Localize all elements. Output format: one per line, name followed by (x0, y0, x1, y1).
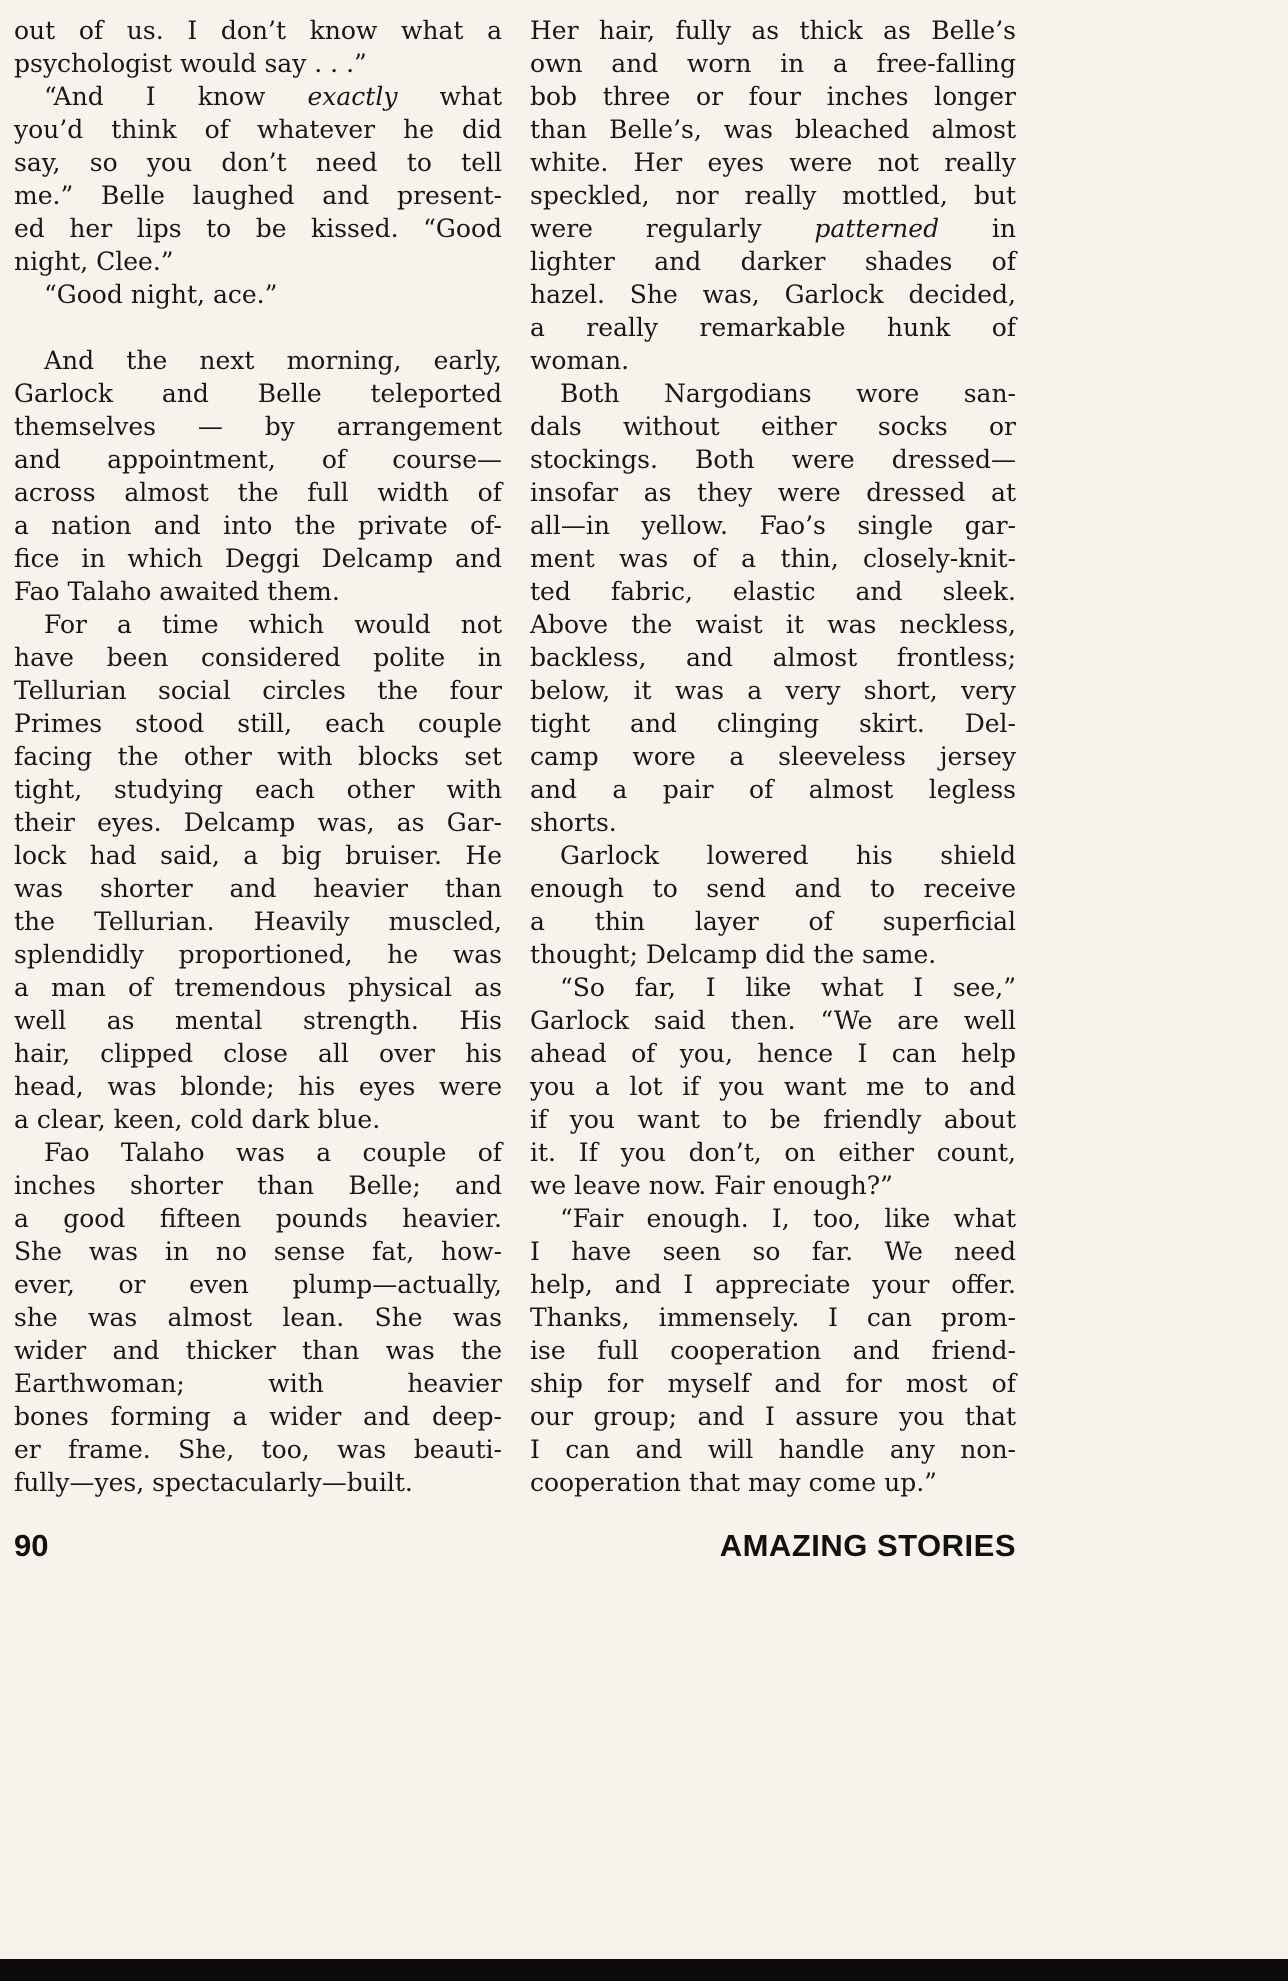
paragraph (530, 971, 1016, 1202)
text-line: “So far, I like what I see,” (560, 973, 1016, 1002)
text-line: Garlock and Belle teleported (14, 379, 502, 408)
text-line: facing the other with blocks set (14, 742, 502, 771)
text-line: thought; Delcamp did the same. (530, 940, 937, 969)
text-line: she was almost lean. She was (14, 1303, 502, 1332)
text-line: ed her lips to be kissed. “Good (14, 214, 502, 243)
text-line: across almost the full width of (14, 478, 502, 507)
paragraph (14, 278, 502, 311)
text-line: hair, clipped close all over his (14, 1039, 502, 1068)
text-line: own and worn in a free-falling (530, 49, 1016, 78)
text-line: lock had said, a big bruiser. He (14, 841, 502, 870)
text-line: Earthwoman; with heavier (14, 1369, 502, 1398)
paragraph (530, 14, 1016, 377)
text-line: a man of tremendous physical as (14, 973, 502, 1002)
text-line: er frame. She, too, was beauti- (14, 1435, 502, 1464)
text-line: a good fifteen pounds heavier. (14, 1204, 502, 1233)
text-line: you a lot if you want me to and (530, 1072, 1016, 1101)
text-line: For a time which would not (44, 610, 502, 639)
text-line: themselves — by arrangement (14, 412, 502, 441)
text-line: bob three or four inches longer (530, 82, 1016, 111)
text-line: below, it was a very short, very (530, 676, 1016, 705)
text-line: fice in which Deggi Delcamp and (14, 544, 502, 573)
text-line: if you want to be friendly about (530, 1105, 1016, 1134)
text-line: all—in yellow. Fao’s single gar- (530, 511, 1016, 540)
text-line: out of us. I don’t know what a (14, 16, 502, 45)
scan-edge-artifact (0, 1959, 1288, 1981)
text-line: help, and I appreciate your offer. (530, 1270, 1016, 1299)
text-line: dals without either socks or (530, 412, 1016, 441)
text-line: than Belle’s, was bleached almost (530, 115, 1016, 144)
text-line: have been considered polite in (14, 643, 502, 672)
text-line: She was in no sense fat, how- (14, 1237, 502, 1266)
text-line: woman. (530, 346, 630, 375)
text-line: speckled, nor really mottled, but (530, 181, 1016, 210)
text-line: stockings. Both were dressed— (530, 445, 1016, 474)
text-line: white. Her eyes were not really (530, 148, 1016, 177)
paragraph (14, 1136, 502, 1499)
text-column-left (14, 14, 502, 1499)
text-line: a nation and into the private of- (14, 511, 502, 540)
text-line: “Fair enough. I, too, like what (560, 1204, 1016, 1233)
text-columns (14, 14, 1016, 1499)
text-line: “And I know exactly what (44, 82, 502, 111)
magazine-title: AMAZING STORIES (719, 1528, 1016, 1563)
paragraph (14, 608, 502, 1136)
text-line: were regularly patterned in (530, 214, 1017, 243)
text-line: cooperation that may come up.” (530, 1468, 937, 1497)
text-line: Both Nargodians wore san- (560, 379, 1016, 408)
paragraph (530, 1202, 1016, 1499)
text-line: Tellurian social circles the four (14, 676, 502, 705)
text-line: ment was of a thin, closely-knit- (530, 544, 1016, 573)
text-line: lighter and darker shades of (530, 247, 1016, 276)
text-line: Above the waist it was neckless, (530, 610, 1016, 639)
text-line: bones forming a wider and deep- (14, 1402, 502, 1431)
text-line: a clear, keen, cold dark blue. (14, 1105, 381, 1134)
page-footer (14, 1528, 1016, 1564)
text-line: camp wore a sleeveless jersey (530, 742, 1016, 771)
text-line: I can and will handle any non- (530, 1435, 1016, 1464)
paragraph (14, 80, 502, 278)
text-line: ahead of you, hence I can help (530, 1039, 1016, 1068)
paragraph (530, 377, 1016, 839)
text-line: was shorter and heavier than (14, 874, 502, 903)
text-line: hazel. She was, Garlock decided, (530, 280, 1016, 309)
text-line: ever, or even plump—actually, (14, 1270, 502, 1299)
page-number: 90 (14, 1528, 49, 1563)
paragraph (14, 344, 502, 608)
text-line: “Good night, ace.” (44, 280, 278, 309)
text-line: ship for myself and for most of (530, 1369, 1016, 1398)
text-line: their eyes. Delcamp was, as Gar- (14, 808, 502, 837)
text-line: night, Clee.” (14, 247, 174, 276)
text-line: Garlock lowered his shield (560, 841, 1016, 870)
text-line: the Tellurian. Heavily muscled, (14, 907, 502, 936)
text-line: it. If you don’t, on either count, (530, 1138, 1016, 1167)
text-line: backless, and almost frontless; (530, 643, 1016, 672)
text-line: wider and thicker than was the (14, 1336, 502, 1365)
text-line: tight, studying each other with (14, 775, 502, 804)
text-line: And the next morning, early, (44, 346, 502, 375)
text-line: shorts. (530, 808, 617, 837)
text-line: psychologist would say . . .” (14, 49, 367, 78)
text-line: Primes stood still, each couple (14, 709, 502, 738)
paragraph (14, 14, 502, 80)
text-column-right (530, 14, 1016, 1499)
text-line: enough to send and to receive (530, 874, 1016, 903)
text-line: a really remarkable hunk of (530, 313, 1016, 342)
text-line: ted fabric, elastic and sleek. (530, 577, 1016, 606)
text-line: and a pair of almost legless (530, 775, 1016, 804)
text-line: inches shorter than Belle; and (14, 1171, 502, 1200)
text-line: we leave now. Fair enough?” (530, 1171, 893, 1200)
text-line: Thanks, immensely. I can prom- (530, 1303, 1016, 1332)
text-line: head, was blonde; his eyes were (14, 1072, 502, 1101)
paragraph (530, 839, 1016, 971)
text-line: I have seen so far. We need (530, 1237, 1016, 1266)
text-line: ise full cooperation and friend- (530, 1336, 1016, 1365)
text-line: Fao Talaho awaited them. (14, 577, 340, 606)
text-line: Her hair, fully as thick as Belle’s (530, 16, 1016, 45)
text-line: our group; and I assure you that (530, 1402, 1016, 1431)
text-line: say, so you don’t need to tell (14, 148, 502, 177)
text-line: tight and clinging skirt. Del- (530, 709, 1016, 738)
text-line: a thin layer of superficial (530, 907, 1016, 936)
text-line: Garlock said then. “We are well (530, 1006, 1016, 1035)
text-line: me.” Belle laughed and present- (14, 181, 502, 210)
text-line: well as mental strength. His (14, 1006, 502, 1035)
text-line: insofar as they were dressed at (530, 478, 1016, 507)
text-line: you’d think of whatever he did (14, 115, 502, 144)
text-line: splendidly proportioned, he was (14, 940, 502, 969)
text-line: and appointment, of course— (14, 445, 502, 474)
text-line: Fao Talaho was a couple of (44, 1138, 502, 1167)
text-line: fully—yes, spectacularly—built. (14, 1468, 413, 1497)
